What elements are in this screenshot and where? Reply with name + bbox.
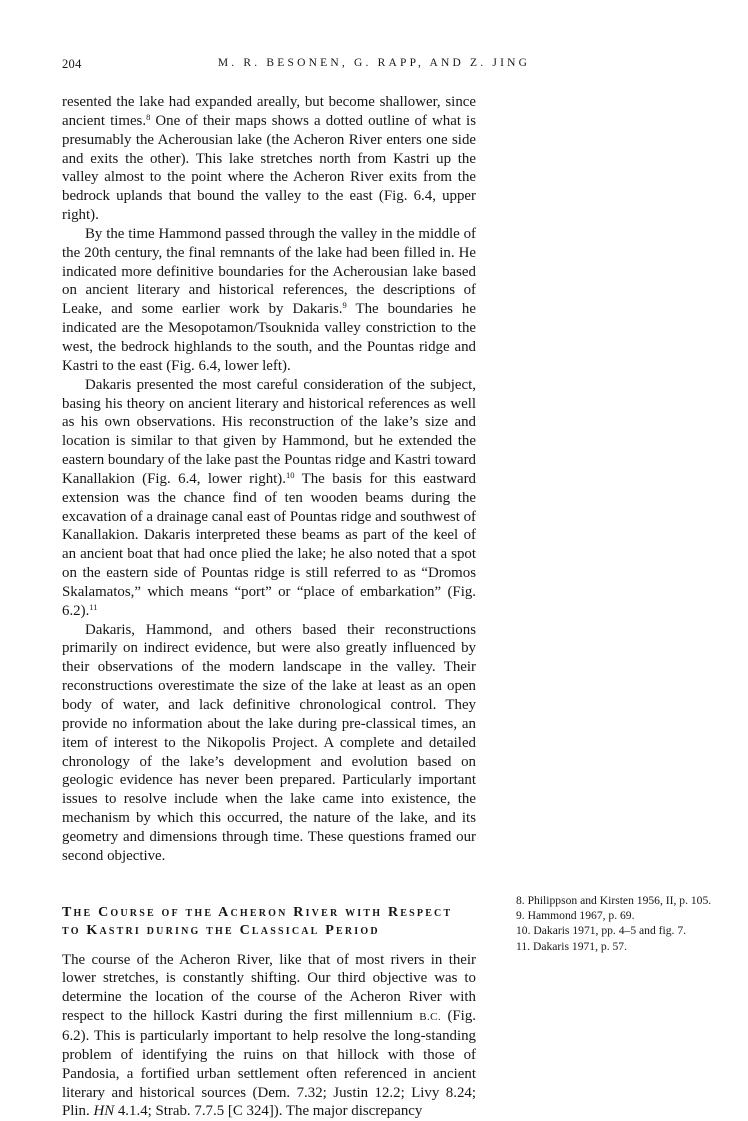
paragraph: resented the lake had expanded areally, but become shallower, since ancient times.$^8$ One of their maps shows a dotted outline of what is presumably the Acherousian lake (the Acheron River enters one side and exits the other). This lake stretches north from Kastri up the valley almost to the point where the Acheron River exits from the bedrock uplands that bound the valley to the east (Fig. 6.4, upper right). bbox=[62, 94, 476, 224]
footnote-ref[interactable]: 11 bbox=[89, 601, 98, 612]
body-text bbox=[62, 93, 476, 1121]
page-number: 204 bbox=[62, 57, 82, 71]
paragraph: The course of the Acheron River, like that of most rivers in their lower stretches, is constantly shifting. Our third objective was to determine the location of the course of the Acheron River with respect to the hillock Kastri during the first millennium B.C. (Fig. 6.2). This is particularly important to help resolve the long-standing problem of identifying the ruins on that hillock with those of Pandosia, a fortified urban settlement often referenced in ancient literary and historical sources (Dem. 7.32; Justin 12.2; Livy 8.24; Plin. HN 4.1.4; Strab. 7.7.5 [C 324]). The major discrepancy bbox=[62, 951, 476, 1120]
footnote: 10. Dakaris 1971, pp. 4–5 and fig. 7. bbox=[516, 924, 687, 938]
footnote-ref[interactable]: 9 bbox=[342, 300, 347, 311]
paragraph: By the time Hammond passed through the valley in the middle of the 20th century, the final remnants of the lake had been filled in. He indicated more definitive boundaries for the Acherousian lake based on ancient literary and historical references, the descriptions of Leake, and some earlier work by Dakaris.$^9$ The boundaries he indicated are the Mesopotamon/Tsouknida valley constriction to the west, the bedrock highlands to the south, and the Pountas ridge and Kastri to the east (Fig. 6.4, lower left). bbox=[62, 225, 476, 374]
footnote-ref[interactable]: 10 bbox=[286, 469, 295, 480]
paragraph: Dakaris, Hammond, and others based their reconstructions primarily on indirect evidence, but were also greatly influenced by their observations of the modern landscape in the valley. Their reconstructions overestimate the size of the lake at least as an open body of water, and lack definitive chronological control. They provide no information about the lake during pre-classical times, an item of interest to the Nikopolis Project. A complete and detailed chronology of the lake’s development and evolution based on geologic evidence has never been prepared. Particularly important issues to resolve include when the lake came into existence, the mechanism by which this occurred, the nature of the lake, and its geometry and dimensions through time. These questions framed our second objective. bbox=[62, 621, 476, 864]
paragraph: Dakaris presented the most careful consideration of the subject, basing his theory on ancient literary and historical references as well as his own observations. His reconstruction of the lake’s size and location is similar to that given by Hammond, but he extended the eastern boundary of the lake past the Pountas ridge and Kastri toward Kanallakion (Fig. 6.4, lower right).$^{10}$ The basis for this eastward extension was the chance find of ten wooden beams during the excavation of a drainage canal east of Pountas ridge and southwest of Kanallakion. Dakaris interpreted these beams as part of the keel of an ancient boat that had once plied the lake; he also noted that a spot on the eastern side of Pountas ridge is still referred to as “Dromos Skalamatos,” which means “port” or “place of embarkation” (Fig. 6.2).$^{11}$ bbox=[62, 376, 476, 619]
footnotes bbox=[500, 893, 732, 954]
section-heading: The Course of the Acheron River with Respect to Kastri during the Classical Period bbox=[62, 904, 453, 938]
footnote: 11. Dakaris 1971, p. 57. bbox=[516, 939, 627, 953]
footnote: 8. Philippson and Kirsten 1956, II, p. 105. bbox=[516, 894, 712, 907]
footnote-ref[interactable]: 8 bbox=[146, 111, 151, 122]
running-head: M. R. BESONEN, G. RAPP, AND Z. JING bbox=[217, 57, 531, 69]
footnote: 9. Hammond 1967, p. 69. bbox=[516, 909, 635, 923]
